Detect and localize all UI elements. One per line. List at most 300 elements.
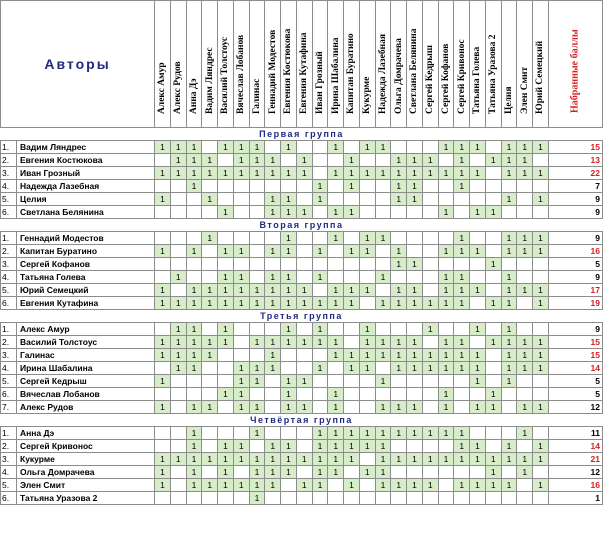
- vote-cell: 1: [218, 271, 234, 284]
- vote-cell: 1: [233, 245, 249, 258]
- vote-cell: 1: [438, 427, 454, 440]
- vote-cell: [438, 193, 454, 206]
- vote-cell: 1: [312, 323, 328, 336]
- column-header: [170, 1, 186, 128]
- vote-cell: 1: [407, 401, 423, 414]
- vote-cell: [359, 479, 375, 492]
- column-header: [202, 1, 218, 128]
- vote-cell: [501, 492, 517, 505]
- vote-cell: 1: [470, 479, 486, 492]
- vote-cell: 1: [407, 167, 423, 180]
- column-header-label: Вадим Ляндрес: [204, 47, 215, 114]
- vote-cell: 1: [422, 362, 438, 375]
- vote-cell: 1: [407, 180, 423, 193]
- vote-cell: 1: [501, 453, 517, 466]
- vote-cell: [344, 466, 360, 479]
- vote-cell: [344, 375, 360, 388]
- vote-cell: 1: [438, 284, 454, 297]
- vote-cell: 1: [375, 466, 391, 479]
- vote-cell: 1: [265, 245, 281, 258]
- column-header: [438, 1, 454, 128]
- vote-cell: 1: [438, 297, 454, 310]
- vote-cell: [517, 297, 533, 310]
- vote-cell: 1: [296, 453, 312, 466]
- row-number: 4.: [1, 362, 17, 375]
- vote-cell: 1: [170, 323, 186, 336]
- score-value: 14: [548, 362, 602, 375]
- vote-cell: [438, 479, 454, 492]
- vote-cell: [233, 232, 249, 245]
- vote-cell: 1: [218, 297, 234, 310]
- vote-cell: 1: [186, 349, 202, 362]
- vote-cell: 1: [344, 154, 360, 167]
- vote-cell: [470, 258, 486, 271]
- vote-cell: 1: [233, 154, 249, 167]
- vote-cell: 1: [391, 453, 407, 466]
- vote-cell: [328, 193, 344, 206]
- vote-cell: 1: [328, 427, 344, 440]
- vote-cell: 1: [312, 427, 328, 440]
- table-row: [1, 193, 603, 206]
- vote-cell: [186, 492, 202, 505]
- vote-cell: 1: [186, 284, 202, 297]
- vote-cell: 1: [186, 180, 202, 193]
- vote-cell: 1: [249, 297, 265, 310]
- vote-cell: 1: [454, 154, 470, 167]
- table-row: [1, 466, 603, 479]
- vote-cell: [344, 271, 360, 284]
- vote-cell: 1: [233, 388, 249, 401]
- column-header: [218, 1, 234, 128]
- vote-cell: [186, 375, 202, 388]
- vote-cell: [328, 154, 344, 167]
- vote-cell: [375, 388, 391, 401]
- vote-cell: 1: [344, 284, 360, 297]
- column-header-label: Вячеслав Лобанов: [236, 34, 247, 114]
- vote-cell: [533, 154, 549, 167]
- vote-cell: [422, 232, 438, 245]
- author-name: Алекс Амур: [17, 323, 155, 336]
- author-name: Юрий Семецкий: [17, 284, 155, 297]
- vote-cell: [233, 206, 249, 219]
- vote-cell: [281, 479, 297, 492]
- vote-cell: [328, 245, 344, 258]
- column-header-label: Капитан Буратино: [346, 33, 357, 114]
- vote-cell: 1: [281, 193, 297, 206]
- vote-cell: 1: [170, 141, 186, 154]
- vote-cell: 1: [186, 453, 202, 466]
- vote-cell: [233, 349, 249, 362]
- vote-cell: 1: [470, 323, 486, 336]
- vote-cell: [249, 258, 265, 271]
- vote-cell: 1: [485, 336, 501, 349]
- vote-cell: 1: [359, 245, 375, 258]
- vote-cell: [170, 427, 186, 440]
- row-number: 2.: [1, 440, 17, 453]
- vote-cell: [233, 427, 249, 440]
- vote-cell: 1: [218, 388, 234, 401]
- vote-cell: 1: [533, 362, 549, 375]
- vote-cell: 1: [407, 284, 423, 297]
- vote-cell: [155, 388, 171, 401]
- table-row: [1, 479, 603, 492]
- vote-cell: 1: [375, 271, 391, 284]
- vote-cell: 1: [312, 466, 328, 479]
- vote-cell: [155, 154, 171, 167]
- vote-cell: 1: [485, 297, 501, 310]
- score-value: 7: [548, 180, 602, 193]
- row-number: 2.: [1, 245, 17, 258]
- row-number: 3.: [1, 349, 17, 362]
- row-number: 6.: [1, 206, 17, 219]
- row-number: 3.: [1, 453, 17, 466]
- vote-cell: 1: [296, 375, 312, 388]
- vote-cell: 1: [296, 167, 312, 180]
- vote-cell: 1: [344, 245, 360, 258]
- author-name: Евгения Кутафина: [17, 297, 155, 310]
- score-value: 5: [548, 388, 602, 401]
- vote-cell: [533, 323, 549, 336]
- vote-cell: 1: [344, 167, 360, 180]
- vote-cell: [170, 388, 186, 401]
- column-header: [312, 1, 328, 128]
- vote-cell: 1: [391, 245, 407, 258]
- vote-cell: [186, 388, 202, 401]
- vote-cell: [517, 440, 533, 453]
- vote-cell: [296, 388, 312, 401]
- vote-cell: [375, 492, 391, 505]
- vote-cell: 1: [485, 154, 501, 167]
- vote-cell: [202, 362, 218, 375]
- vote-cell: 1: [265, 479, 281, 492]
- author-name: Вячеслав Лобанов: [17, 388, 155, 401]
- vote-cell: [517, 323, 533, 336]
- vote-cell: [328, 271, 344, 284]
- vote-cell: 1: [186, 466, 202, 479]
- table-row: [1, 492, 603, 505]
- vote-cell: [312, 258, 328, 271]
- vote-cell: [517, 492, 533, 505]
- vote-cell: [344, 388, 360, 401]
- vote-cell: [485, 323, 501, 336]
- vote-cell: [485, 440, 501, 453]
- row-number: 1.: [1, 323, 17, 336]
- vote-cell: 1: [407, 349, 423, 362]
- vote-cell: 1: [233, 284, 249, 297]
- vote-cell: [391, 232, 407, 245]
- score-value: 22: [548, 167, 602, 180]
- vote-cell: 1: [533, 336, 549, 349]
- vote-cell: [202, 271, 218, 284]
- vote-cell: [202, 245, 218, 258]
- column-header-label: Евгения Кутафина: [299, 32, 310, 114]
- vote-cell: 1: [202, 297, 218, 310]
- group-title-row: [1, 128, 603, 141]
- author-name: Целия: [17, 193, 155, 206]
- vote-cell: 1: [485, 206, 501, 219]
- vote-cell: 1: [375, 479, 391, 492]
- author-name: Геннадий Модестов: [17, 232, 155, 245]
- vote-cell: 1: [312, 362, 328, 375]
- vote-cell: 1: [296, 297, 312, 310]
- column-header: [470, 1, 486, 128]
- vote-cell: [328, 180, 344, 193]
- vote-cell: 1: [501, 362, 517, 375]
- author-name: Надежда Лазебная: [17, 180, 155, 193]
- vote-cell: [454, 388, 470, 401]
- vote-cell: 1: [155, 245, 171, 258]
- vote-cell: [186, 206, 202, 219]
- score-value: 9: [548, 193, 602, 206]
- vote-cell: 1: [501, 232, 517, 245]
- table-row: [1, 206, 603, 219]
- vote-cell: [359, 180, 375, 193]
- vote-cell: [233, 180, 249, 193]
- vote-cell: [170, 466, 186, 479]
- vote-cell: 1: [470, 349, 486, 362]
- vote-cell: 1: [202, 401, 218, 414]
- vote-cell: 1: [485, 479, 501, 492]
- vote-cell: [328, 258, 344, 271]
- vote-cell: 1: [186, 336, 202, 349]
- vote-cell: 1: [391, 401, 407, 414]
- vote-cell: 1: [233, 453, 249, 466]
- vote-cell: [155, 232, 171, 245]
- vote-cell: [422, 466, 438, 479]
- vote-cell: [454, 466, 470, 479]
- vote-cell: 1: [485, 401, 501, 414]
- row-number: 4.: [1, 180, 17, 193]
- vote-cell: [233, 466, 249, 479]
- vote-cell: 1: [501, 375, 517, 388]
- vote-cell: [265, 258, 281, 271]
- vote-cell: 1: [296, 401, 312, 414]
- vote-cell: 1: [155, 336, 171, 349]
- column-header-label: Юрий Семецкий: [535, 40, 546, 114]
- score-value: 1: [548, 492, 602, 505]
- column-header: [186, 1, 202, 128]
- vote-cell: [438, 375, 454, 388]
- vote-cell: 1: [233, 271, 249, 284]
- vote-cell: 1: [344, 206, 360, 219]
- vote-cell: 1: [517, 154, 533, 167]
- column-header-label: Ольга Домрачева: [393, 38, 404, 114]
- vote-cell: 1: [312, 440, 328, 453]
- vote-cell: 1: [470, 167, 486, 180]
- vote-cell: 1: [170, 362, 186, 375]
- vote-cell: [265, 232, 281, 245]
- vote-cell: [470, 336, 486, 349]
- column-header-label: Алекс Амур: [157, 62, 168, 114]
- vote-cell: 1: [454, 141, 470, 154]
- vote-cell: 1: [375, 349, 391, 362]
- column-header: [485, 1, 501, 128]
- author-name: Евгения Костюкова: [17, 154, 155, 167]
- vote-cell: 1: [375, 453, 391, 466]
- vote-cell: [485, 193, 501, 206]
- vote-cell: [312, 206, 328, 219]
- table-row: [1, 297, 603, 310]
- column-header-label: Сергей Кофанов: [440, 43, 451, 114]
- vote-cell: 1: [328, 440, 344, 453]
- vote-cell: 1: [186, 141, 202, 154]
- vote-cell: 1: [359, 362, 375, 375]
- vote-cell: [501, 401, 517, 414]
- vote-cell: 1: [533, 245, 549, 258]
- vote-cell: [422, 141, 438, 154]
- score-value: 16: [548, 245, 602, 258]
- vote-cell: [265, 375, 281, 388]
- vote-cell: [501, 427, 517, 440]
- vote-cell: 1: [344, 479, 360, 492]
- vote-cell: [470, 297, 486, 310]
- vote-cell: 1: [281, 141, 297, 154]
- author-name: Иван Грозный: [17, 167, 155, 180]
- vote-cell: [359, 193, 375, 206]
- row-number: 5.: [1, 284, 17, 297]
- score-value: 15: [548, 349, 602, 362]
- vote-cell: 1: [202, 349, 218, 362]
- vote-cell: 1: [438, 245, 454, 258]
- group-title-row: [1, 414, 603, 427]
- author-name: Ольга Домрачева: [17, 466, 155, 479]
- vote-cell: 1: [328, 167, 344, 180]
- column-header: [328, 1, 344, 128]
- vote-cell: [470, 388, 486, 401]
- vote-cell: [281, 492, 297, 505]
- vote-cell: [312, 375, 328, 388]
- vote-cell: 1: [454, 232, 470, 245]
- vote-cell: 1: [233, 362, 249, 375]
- column-header: [265, 1, 281, 128]
- vote-cell: [359, 258, 375, 271]
- vote-cell: 1: [344, 453, 360, 466]
- vote-cell: 1: [218, 167, 234, 180]
- column-header-label: Алекс Рудов: [173, 61, 184, 114]
- vote-cell: [296, 440, 312, 453]
- vote-cell: [422, 492, 438, 505]
- table-row: [1, 284, 603, 297]
- vote-cell: 1: [407, 258, 423, 271]
- vote-cell: 1: [359, 427, 375, 440]
- vote-cell: 1: [533, 349, 549, 362]
- vote-cell: 1: [470, 362, 486, 375]
- group-title: Третья группа: [1, 310, 603, 323]
- column-header-label: Надежда Лазебная: [377, 34, 388, 114]
- vote-cell: 1: [186, 297, 202, 310]
- vote-cell: [485, 375, 501, 388]
- vote-cell: [218, 258, 234, 271]
- vote-cell: [170, 440, 186, 453]
- vote-cell: [170, 492, 186, 505]
- vote-cell: [344, 141, 360, 154]
- vote-cell: 1: [186, 479, 202, 492]
- vote-cell: [533, 271, 549, 284]
- vote-cell: [517, 180, 533, 193]
- column-header-label: Ирина Шабалина: [330, 37, 341, 114]
- vote-cell: 1: [438, 453, 454, 466]
- vote-cell: 1: [470, 284, 486, 297]
- vote-cell: [170, 232, 186, 245]
- vote-cell: 1: [454, 297, 470, 310]
- vote-cell: 1: [454, 349, 470, 362]
- vote-cell: [170, 206, 186, 219]
- vote-cell: [454, 258, 470, 271]
- vote-cell: 1: [249, 453, 265, 466]
- vote-cell: [202, 141, 218, 154]
- vote-cell: 1: [454, 427, 470, 440]
- column-header: [233, 1, 249, 128]
- vote-cell: 1: [359, 232, 375, 245]
- row-number: 1.: [1, 427, 17, 440]
- group-title: Вторая группа: [1, 219, 603, 232]
- vote-cell: [202, 427, 218, 440]
- vote-cell: 1: [375, 232, 391, 245]
- vote-cell: 1: [407, 453, 423, 466]
- vote-cell: [328, 492, 344, 505]
- vote-cell: [344, 258, 360, 271]
- vote-cell: 1: [281, 388, 297, 401]
- vote-cell: [501, 466, 517, 479]
- vote-cell: [391, 375, 407, 388]
- vote-cell: [202, 375, 218, 388]
- vote-cell: 1: [170, 453, 186, 466]
- vote-cell: [155, 271, 171, 284]
- vote-cell: [391, 323, 407, 336]
- row-number: 2.: [1, 336, 17, 349]
- author-name: Галинас: [17, 349, 155, 362]
- vote-cell: 1: [155, 297, 171, 310]
- author-name: Анна Дэ: [17, 427, 155, 440]
- vote-cell: [312, 154, 328, 167]
- vote-cell: [533, 492, 549, 505]
- vote-cell: [202, 323, 218, 336]
- vote-cell: [312, 349, 328, 362]
- vote-cell: [485, 362, 501, 375]
- vote-cell: [218, 375, 234, 388]
- vote-cell: [407, 206, 423, 219]
- vote-cell: 1: [517, 245, 533, 258]
- vote-cell: 1: [344, 180, 360, 193]
- vote-cell: [359, 297, 375, 310]
- vote-cell: [470, 154, 486, 167]
- vote-cell: [359, 401, 375, 414]
- vote-cell: [533, 180, 549, 193]
- vote-cell: 1: [296, 206, 312, 219]
- vote-cell: 1: [501, 323, 517, 336]
- table-row: [1, 440, 603, 453]
- column-header: [517, 1, 533, 128]
- vote-cell: [312, 388, 328, 401]
- vote-cell: [296, 362, 312, 375]
- vote-cell: [407, 271, 423, 284]
- vote-cell: [391, 492, 407, 505]
- vote-cell: 1: [533, 453, 549, 466]
- vote-cell: 1: [202, 479, 218, 492]
- vote-cell: 1: [265, 362, 281, 375]
- vote-cell: [359, 375, 375, 388]
- vote-cell: [422, 258, 438, 271]
- column-header-label: Элен Смит: [519, 66, 530, 114]
- vote-cell: 1: [155, 167, 171, 180]
- vote-cell: 1: [328, 336, 344, 349]
- vote-cell: 1: [485, 388, 501, 401]
- row-number: 6.: [1, 492, 17, 505]
- vote-cell: [281, 154, 297, 167]
- vote-cell: 1: [422, 167, 438, 180]
- vote-cell: 1: [155, 193, 171, 206]
- vote-cell: 1: [233, 375, 249, 388]
